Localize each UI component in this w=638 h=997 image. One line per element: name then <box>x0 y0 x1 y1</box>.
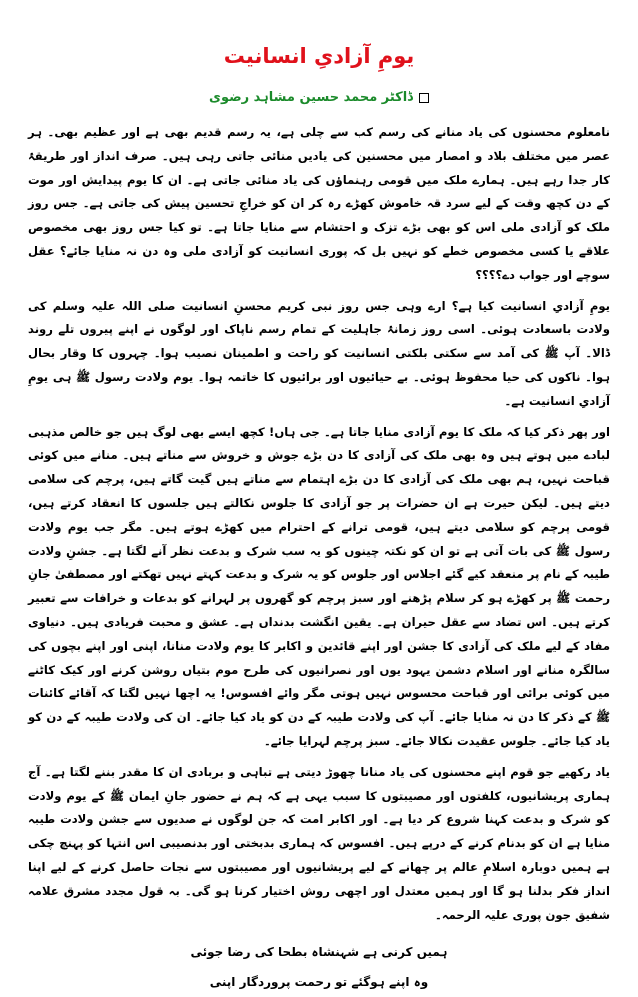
verse-line-1: ہمیں کرنی ہے شہنشاہ بطحا کی رضا جوئی <box>190 945 448 960</box>
article-title: یومِ آزادیِ انسانیت <box>223 44 415 68</box>
paragraph-1: نامعلوم محسنوں کی یاد منانے کی رسم کب سے چلی ہے، یہ رسم قدیم بھی ہے اور عظیم بھی۔ ہر عصر میں مختلف بلاد و امصار میں محسنین کی یادیں منائی جاتی رہی ہیں۔ صرف انداز اور طریقۂ کار جدا رہے ہیں۔ ہمارے ملک میں قومی رہنماؤں کی یاد منائی جاتی ہے۔ ان کا یوم پیدایش اور موت کے دن کچھ وقت کے لیے سرد قہ خاموش کھڑے رہ کر ان کو خراجِ تحسین پیش کی جاتی ہے۔ جس روز ملک کو آزادی ملی اس کو بھی بڑے تزک و احتشام سے منایا جاتا ہے۔ تو کیا جس روز بھی مخصوص علاقے یا کسی مخصوص خطے کو نہیں بل کہ پوری انسانیت کو آزادی ملی وہ دن نہ منایا جائے؟ عقل سوچے اور جواب دے؟؟؟؟ <box>28 125 610 282</box>
byline <box>28 90 610 105</box>
author-name: ڈاکٹر محمد حسین مشاہد رضوی <box>209 90 413 105</box>
paragraph-4: یاد رکھیے جو قوم اپنے محسنوں کی یاد منانا چھوڑ دیتی ہے تباہی و بربادی ان کا مقدر بننے لگتا ہے۔ آج ہماری پریشانیوں، کلفتوں اور مصیبتوں کا سبب یہی ہے کہ ہم نے حضور جانِ ایمان ﷺ کے یوم ولادت کو شرک و بدعت کہنا شروع کر دیا ہے۔ اور اکابر امت کہ جن لوگوں نے صدیوں سے جشن ولادت طیبہ منایا ہے ان کو بدنام کرنے کے درپے ہیں۔ افسوس کہ ہماری بدبختی اور بدنصیبی اس انتہا کو پہنچ چکی ہے ہمیں دوبارہ اسلامِ عالم پر چھانے کے لیے پریشانیوں اور مصیبتوں سے نجات حاصل کرنے کے لیے اپنا انداز فکر بدلنا ہو گا اور ہمیں معتدل اور اچھی روش اختیار کرنا ہو گی۔ بہ قول مجدد مشرق علامہ شفیق جون پوری علیہ الرحمہ۔ <box>28 764 610 922</box>
verse-line-2: وہ اپنے ہوگئے تو رحمت پروردگار اپنی <box>209 975 429 990</box>
paragraph-2: یومِ آزادیِ انسانیت کیا ہے؟ ارے وہی جس روز نبی کریم محسنِ انسانیت صلی اللہ علیہ وسلم کی ولادت باسعادت ہوئی۔ اسی روز زمانۂ جاہلیت کے تمام رسم ناپاک اور لوگوں نے اپنے پیروں تلے روند ڈالا۔ آپ ﷺ کی آمد سے سکتی بلکتی انسانیت کو راحت و اطمینان نصیب ہوا۔ چہروں کا وقار بحال ہوا۔ ناکوں کی حیا محفوظ ہوئی۔ بے حیائیوں اور برائیوں کا خاتمہ ہوا۔ یوم ولادت رسول ﷺ ہی یومِ آزادیِ انسانیت ہے۔ <box>28 298 610 408</box>
square-bullet-icon <box>419 93 429 103</box>
paragraph-3: اور پھر ذکر کیا کہ ملک کا یوم آزادی منایا جاتا ہے۔ جی ہاں! کچھ ایسے بھی لوگ ہیں جو خالص مذہبی لبادے میں ہوتے ہیں وہ بھی ملک کی آزادی کا دن بڑے جوش و خروش سے مناتے ہیں۔ منانے میں کوئی قباحت نہیں، ہم بھی ملک کی آزادی کا دن بڑے اہتمام سے مناتے ہیں گیت گاتے ہیں، پرچم کی سلامی دیتے ہیں۔ لیکن حیرت ہے ان حضرات پر جو آزادی کا جلوس نکالتے ہیں جلسوں کا انعقاد کرتے ہیں، قومی پرچم کو سلامی دیتے ہیں، قومی ترانے کے احترام میں کھڑے ہوتے ہیں۔ مگر جب یوم ولادت رسول ﷺ کی بات آتی ہے تو ان کو نکتہ چینوں کو یہ سب شرک و بدعت نظر آنے لگتا ہے۔ جشنِ ولادت طیبہ کے نام پر منعقد کیے گئے اجلاس اور جلوس کو یہ شرک و بدعت کہتے نہیں تھکتے اور مصطفیٰ جانِ رحمت ﷺ پر کھڑے ہو کر سلام پڑھنے اور سبز پرچم کو گھروں پر لہرانے کو بدعات و خرافات سے تعبیر کرتے ہیں۔ اس تضاد سے عقل حیران ہے۔ یقین انگشت بدنداں ہے۔ عشق و محبت فریادی ہیں۔ دنیاوی مفاد کے لیے ملک کی آزادی کا جشن اور اپنے قائدین و اکابر کا یوم ولادت منانا، اپنی اور اپنے بچوں کی سالگرہ منانے اور اسلام دشمن یہود یوں اور نصرانیوں کی طرح موم بتیاں روشن کرنے اور کیک کاٹنے میں کوئی برائی اور قباحت محسوس نہیں ہوتی مگر وائے افسوس! یہ اچھا نہیں لگتا کہ آقائے کائنات ﷺ کے ذکر کا دن نہ منایا جائے۔ آپ کی ولادت طیبہ کے دن کو یاد کیا جائے۔ ان کی ولادت طیبہ کے دن کو یاد کیا جائے۔ جلوس عقیدت نکالا جائے۔ سبز پرچم لہرایا جائے۔ <box>28 424 610 748</box>
closing-verse <box>28 937 610 997</box>
